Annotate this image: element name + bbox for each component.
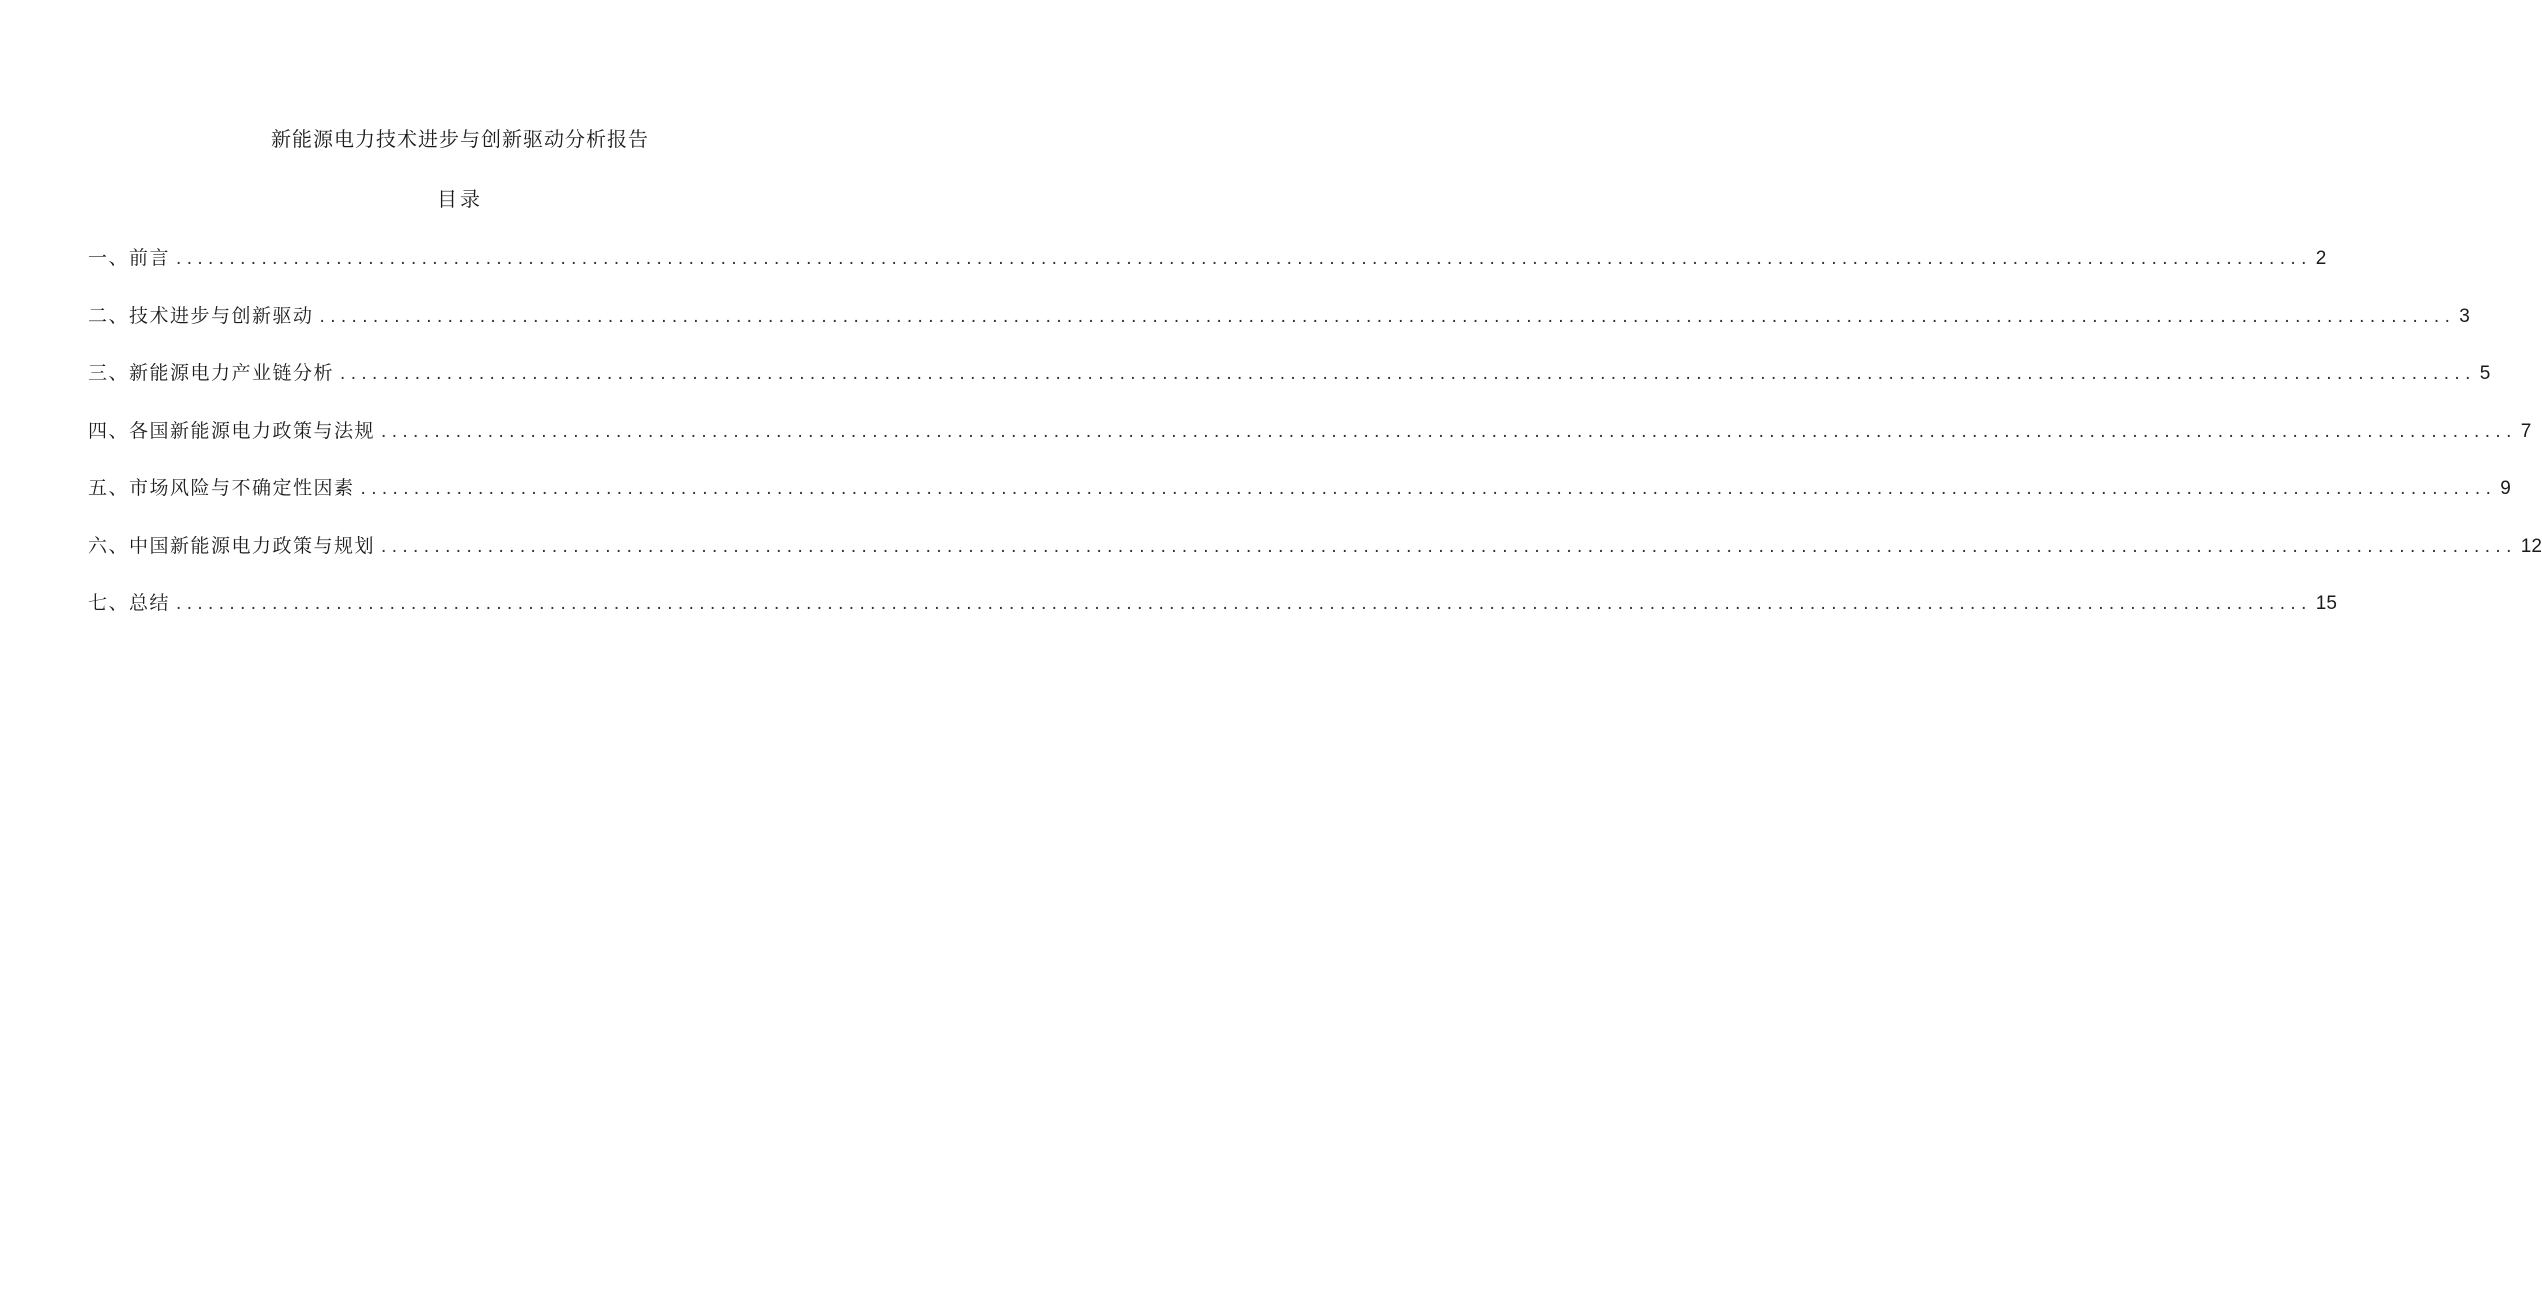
document-title: 新能源电力技术进步与创新驱动分析报告 (271, 127, 649, 151)
toc-entry-label: 三、新能源电力产业链分析 (88, 362, 335, 384)
toc-dot-leader: ........................................................................................................................................................................................................ (360, 478, 2497, 499)
toc-entry-page-number: 9 (2500, 478, 2511, 499)
toc-entry-label: 七、总结 (88, 592, 171, 614)
toc-entry-china-policy[interactable] (88, 531, 2542, 589)
toc-entry-preface[interactable] (88, 243, 2327, 301)
table-of-contents (88, 243, 2542, 646)
toc-heading: 目录 (437, 187, 483, 211)
toc-entry-international-policy[interactable] (88, 416, 2532, 474)
toc-entry-page-number: 12 (2520, 535, 2542, 557)
toc-entry-summary[interactable] (88, 588, 2337, 646)
toc-entry-technology-innovation[interactable] (88, 301, 2470, 359)
toc-entry-page-number: 7 (2520, 420, 2532, 442)
toc-dot-leader: ........................................................................................................................................................................................................ (319, 305, 2456, 327)
toc-entry-market-risk[interactable] (88, 473, 2511, 531)
toc-dot-leader: ........................................................................................................................................................................................................ (176, 593, 2312, 614)
toc-entry-label: 六、中国新能源电力政策与规划 (88, 534, 376, 557)
toc-dot-leader: ........................................................................................................................................................................................................ (381, 420, 2517, 442)
toc-entry-label: 四、各国新能源电力政策与法规 (88, 419, 376, 442)
toc-entry-industry-chain[interactable] (88, 358, 2491, 416)
toc-entry-page-number: 5 (2479, 363, 2491, 384)
toc-entry-page-number: 2 (2315, 248, 2327, 269)
toc-entry-label: 五、市场风险与不确定性因素 (88, 477, 355, 499)
toc-dot-leader: ........................................................................................................................................................................................................ (340, 363, 2476, 384)
toc-entry-page-number: 15 (2315, 593, 2337, 614)
toc-entry-label: 一、前言 (88, 247, 171, 269)
toc-dot-leader: ........................................................................................................................................................................................................ (381, 535, 2517, 557)
toc-entry-page-number: 3 (2459, 305, 2470, 327)
toc-entry-label: 二、技术进步与创新驱动 (88, 304, 314, 327)
toc-dot-leader: ........................................................................................................................................................................................................ (176, 248, 2312, 269)
